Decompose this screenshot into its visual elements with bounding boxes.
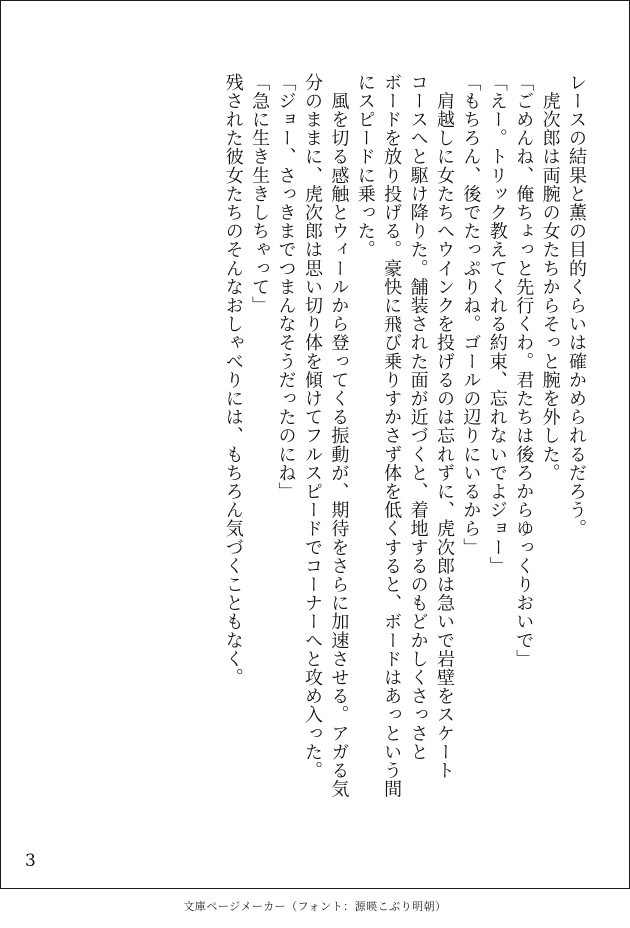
footer-credit: 文庫ページメーカー（フォント：源暎こぶり明朝） — [183, 900, 447, 913]
text-line: 風を切る感触とウィールから登ってくる振動が、期待をさらに加速させる。アガる気 — [328, 73, 350, 799]
text-line: 分のままに、虎次郎は思い切り体を傾けてフルスピードでコーナーへと攻め入った。 — [301, 73, 323, 780]
page-number: 3 — [25, 851, 36, 871]
text-line: レースの結果と薫の目的くらいは確かめられるだろう。 — [566, 73, 587, 538]
text-line: ボードを放り投げる。豪快に飛び乗りすかさず体を低くすると、ボードはあっという間 — [381, 73, 403, 799]
text-line: 「急に生き生きしちゃって」 — [249, 73, 271, 315]
vertical-body-text — [219, 73, 589, 801]
text-line: 「ごめんね、俺ちょっと先行くわ。君たちは後ろからゆっくりおいで」 — [513, 73, 535, 669]
text-line: 「えー。トリック教えてくれる約束、忘れないでよジョー」 — [486, 73, 508, 576]
text-line: 残された彼女たちのそんなおしゃべりには、もちろん気づくこともなく。 — [222, 73, 244, 687]
text-line: 虎次郎は両腕の女たちからそっと腕を外した。 — [539, 73, 561, 483]
text-line: 「ジョー、さっきまでつまんなそうだったのにね」 — [275, 73, 297, 501]
text-line: 肩越しに女たちへウインクを投げるのは忘れずに、虎次郎は急いで岩壁をスケート — [433, 73, 455, 780]
text-line: にスピードに乗った。 — [354, 73, 376, 259]
text-line: コースへと駆け降りた。舗装された面が近づくと、着地するのもどかしくさっさと — [407, 73, 429, 762]
text-line: 「もちろん、後でたっぷりね。ゴールの辺りにいるから」 — [460, 73, 482, 557]
